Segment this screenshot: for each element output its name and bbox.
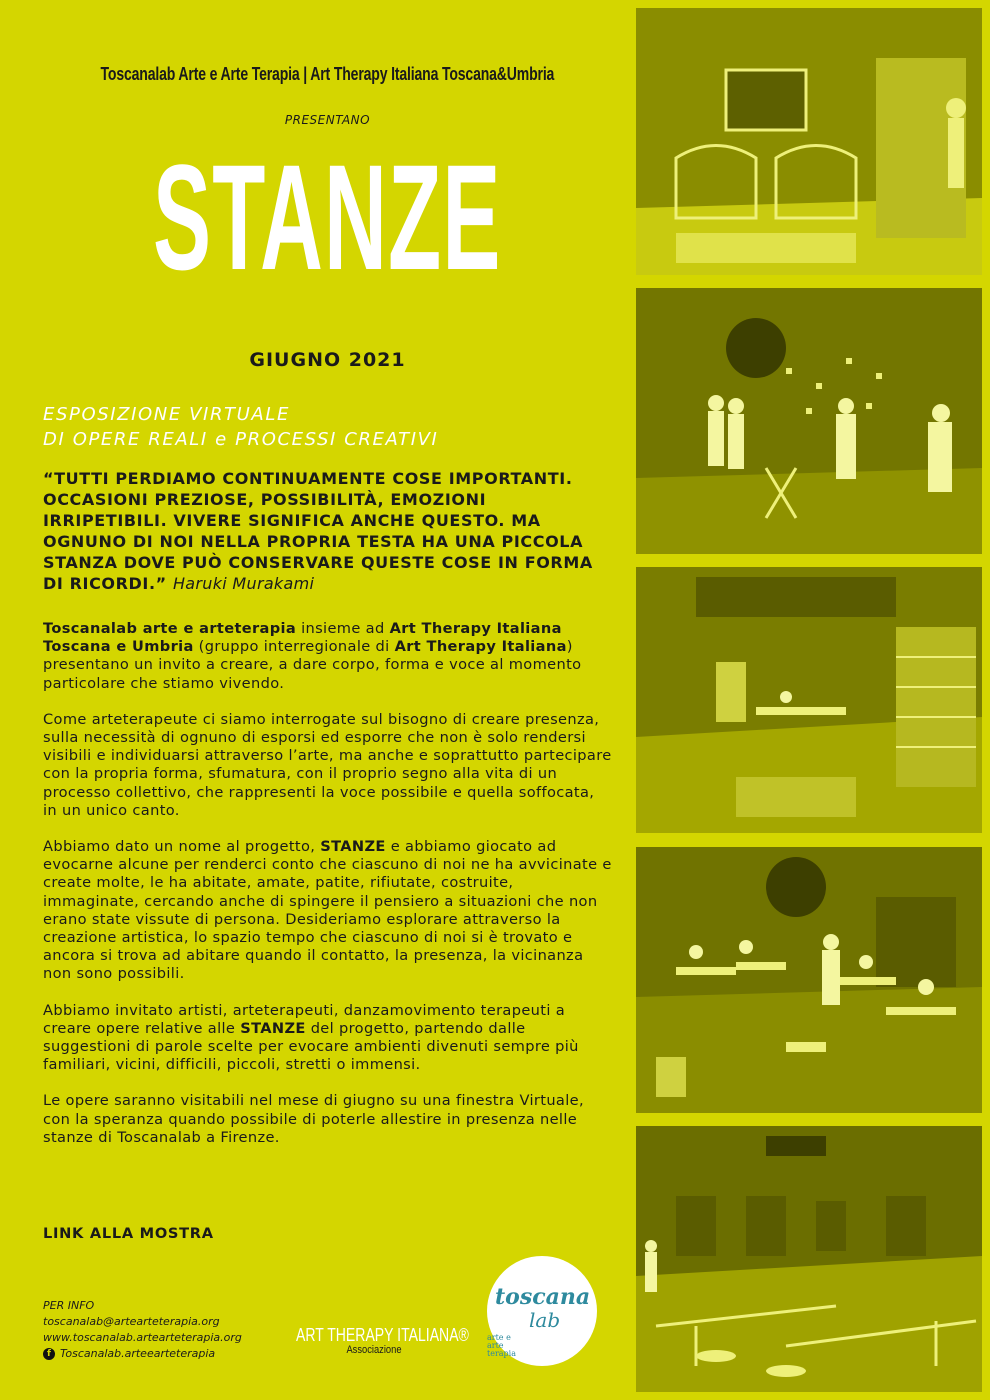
room-photo-1 bbox=[636, 8, 982, 275]
paragraph-2: Come arteterapeute ci siamo interrogate sul bisogno di creare presenza, sulla necessità di ognuno di esporsi ed esporre che non è solo rendersi visibili e individuarsi attraverso l’arte, ma anche e soprattutto partecipare con la propria forma, sfumatura, con il proprio segno alla vita di un processo collettivo, che rappresenti la voce possibile e quella soffocata, in un unico canto. bbox=[43, 710, 612, 819]
paragraph-3 bbox=[43, 838, 613, 984]
project-name: STANZE bbox=[320, 838, 386, 856]
ati-logo-name: ART THERAPY ITALIANA® bbox=[296, 1325, 469, 1345]
toscanalab-logo-line3: arte e arte terapia bbox=[487, 1333, 516, 1358]
event-date: GIUGNO 2021 bbox=[249, 349, 406, 371]
room-photo-5 bbox=[636, 1126, 982, 1392]
org-name-ati-toscana: Art Therapy Italiana Toscana e Umbria bbox=[43, 620, 562, 656]
paragraph-4 bbox=[43, 1002, 613, 1075]
info-website[interactable]: www.toscanalab.artearteterapia.org bbox=[43, 1331, 242, 1344]
subtitle-line-1: ESPOSIZIONE VIRTUALE bbox=[43, 404, 290, 425]
org-name-toscanalab: Toscanalab arte e arteterapia bbox=[43, 620, 297, 637]
paragraph-5: Le opere saranno visitabili nel mese di giugno su una finestra Virtuale, con la speranza quando possibile di poterle allestire in presenza nelle stanze di Toscanalab a Firenze. bbox=[43, 1092, 584, 1146]
presenting-label: PRESENTANO bbox=[284, 113, 371, 127]
paragraph-4-text-a: Abbiamo invitato artisti, arteterapeuti, danzamovimento terapeuti a creare opere relative alle bbox=[43, 1001, 566, 1037]
exhibition-link[interactable]: LINK ALLA MOSTRA bbox=[43, 1225, 214, 1242]
toscanalab-logo-line1: toscana bbox=[495, 1284, 591, 1310]
ati-logo-sub: Associazione bbox=[346, 1344, 402, 1356]
ati-logo bbox=[274, 1325, 474, 1356]
toscanalab-logo-line2: lab bbox=[529, 1308, 561, 1332]
room-photo-4 bbox=[636, 847, 982, 1113]
org-name-ati: Art Therapy Italiana bbox=[394, 638, 567, 656]
paragraph-3-text-b: e abbiamo giocato ad evocarne alcune per renderci conto che ciascuno di noi ne ha avvicinate e create molte, le ha abitate, amate, patite, rifiutate, costruite, immaginate, cercando anche di spingere il pensiero a situazioni che non erano state vissute di persona. Desideriamo esplorare attraverso la creazione artistica, lo spazio tempo che ciascuno di noi si è trovato e ancora si trova ad abitare quando il contatto, la presenza, la vicinanza non sono possibili. bbox=[43, 838, 612, 983]
paragraph-1-text-b: (gruppo interregionale di bbox=[193, 638, 395, 656]
body-text bbox=[43, 620, 613, 1165]
paragraph-1-text-a: insieme ad bbox=[296, 620, 390, 637]
project-name-2: STANZE bbox=[240, 1019, 306, 1037]
info-heading: PER INFO bbox=[43, 1299, 95, 1312]
paragraph-1-text-c: ) presentano un invito a creare, a dare corpo, forma e voce al momento particolare che stiamo vivendo. bbox=[43, 638, 582, 692]
paragraph-4-text-b: del progetto, partendo dalle suggestioni di parole scelte per evocare ambienti divenuti sempre più familiari, vicini, difficili, piccoli, stretti o immensi. bbox=[43, 1019, 579, 1074]
quote-author: Haruki Murakami bbox=[172, 574, 315, 593]
quote-text: “TUTTI PERDIAMO CONTINUAMENTE COSE IMPORTANTI. OCCASIONI PREZIOSE, POSSIBILITÀ, EMOZIONI IRRIPETIBILI. VIVERE SIGNIFICA ANCHE QUESTO. MA OGNUNO DI NOI NELLA PROPRIA TESTA HA UNA PICCOLA STANZA DOVE PUÒ CONSERVARE QUESTE COSE IN FORMA DI RICORDI.” bbox=[43, 469, 593, 593]
poster-title: STANZE bbox=[153, 133, 502, 301]
info-facebook: Toscanalab.arteearteterapia bbox=[60, 1347, 216, 1360]
exhibition-subtitle bbox=[43, 402, 603, 452]
paragraph-1 bbox=[43, 620, 613, 693]
room-photo-3 bbox=[636, 567, 982, 833]
subtitle-line-2: DI OPERE REALI e PROCESSI CREATIVI bbox=[43, 429, 439, 450]
facebook-icon: f bbox=[43, 1348, 55, 1360]
info-facebook-row[interactable] bbox=[43, 1346, 303, 1362]
info-email[interactable]: toscanalab@artearteterapia.org bbox=[43, 1315, 220, 1328]
room-photo-2 bbox=[636, 288, 982, 554]
paragraph-3-text-a: Abbiamo dato un nome al progetto, bbox=[43, 838, 321, 856]
toscanalab-logo bbox=[487, 1256, 597, 1366]
contact-info bbox=[43, 1298, 303, 1362]
murakami-quote bbox=[43, 468, 613, 594]
organizers-line: Toscanalab Arte e Arte Terapia | Art Therapy Italiana Toscana&Umbria bbox=[100, 64, 555, 84]
